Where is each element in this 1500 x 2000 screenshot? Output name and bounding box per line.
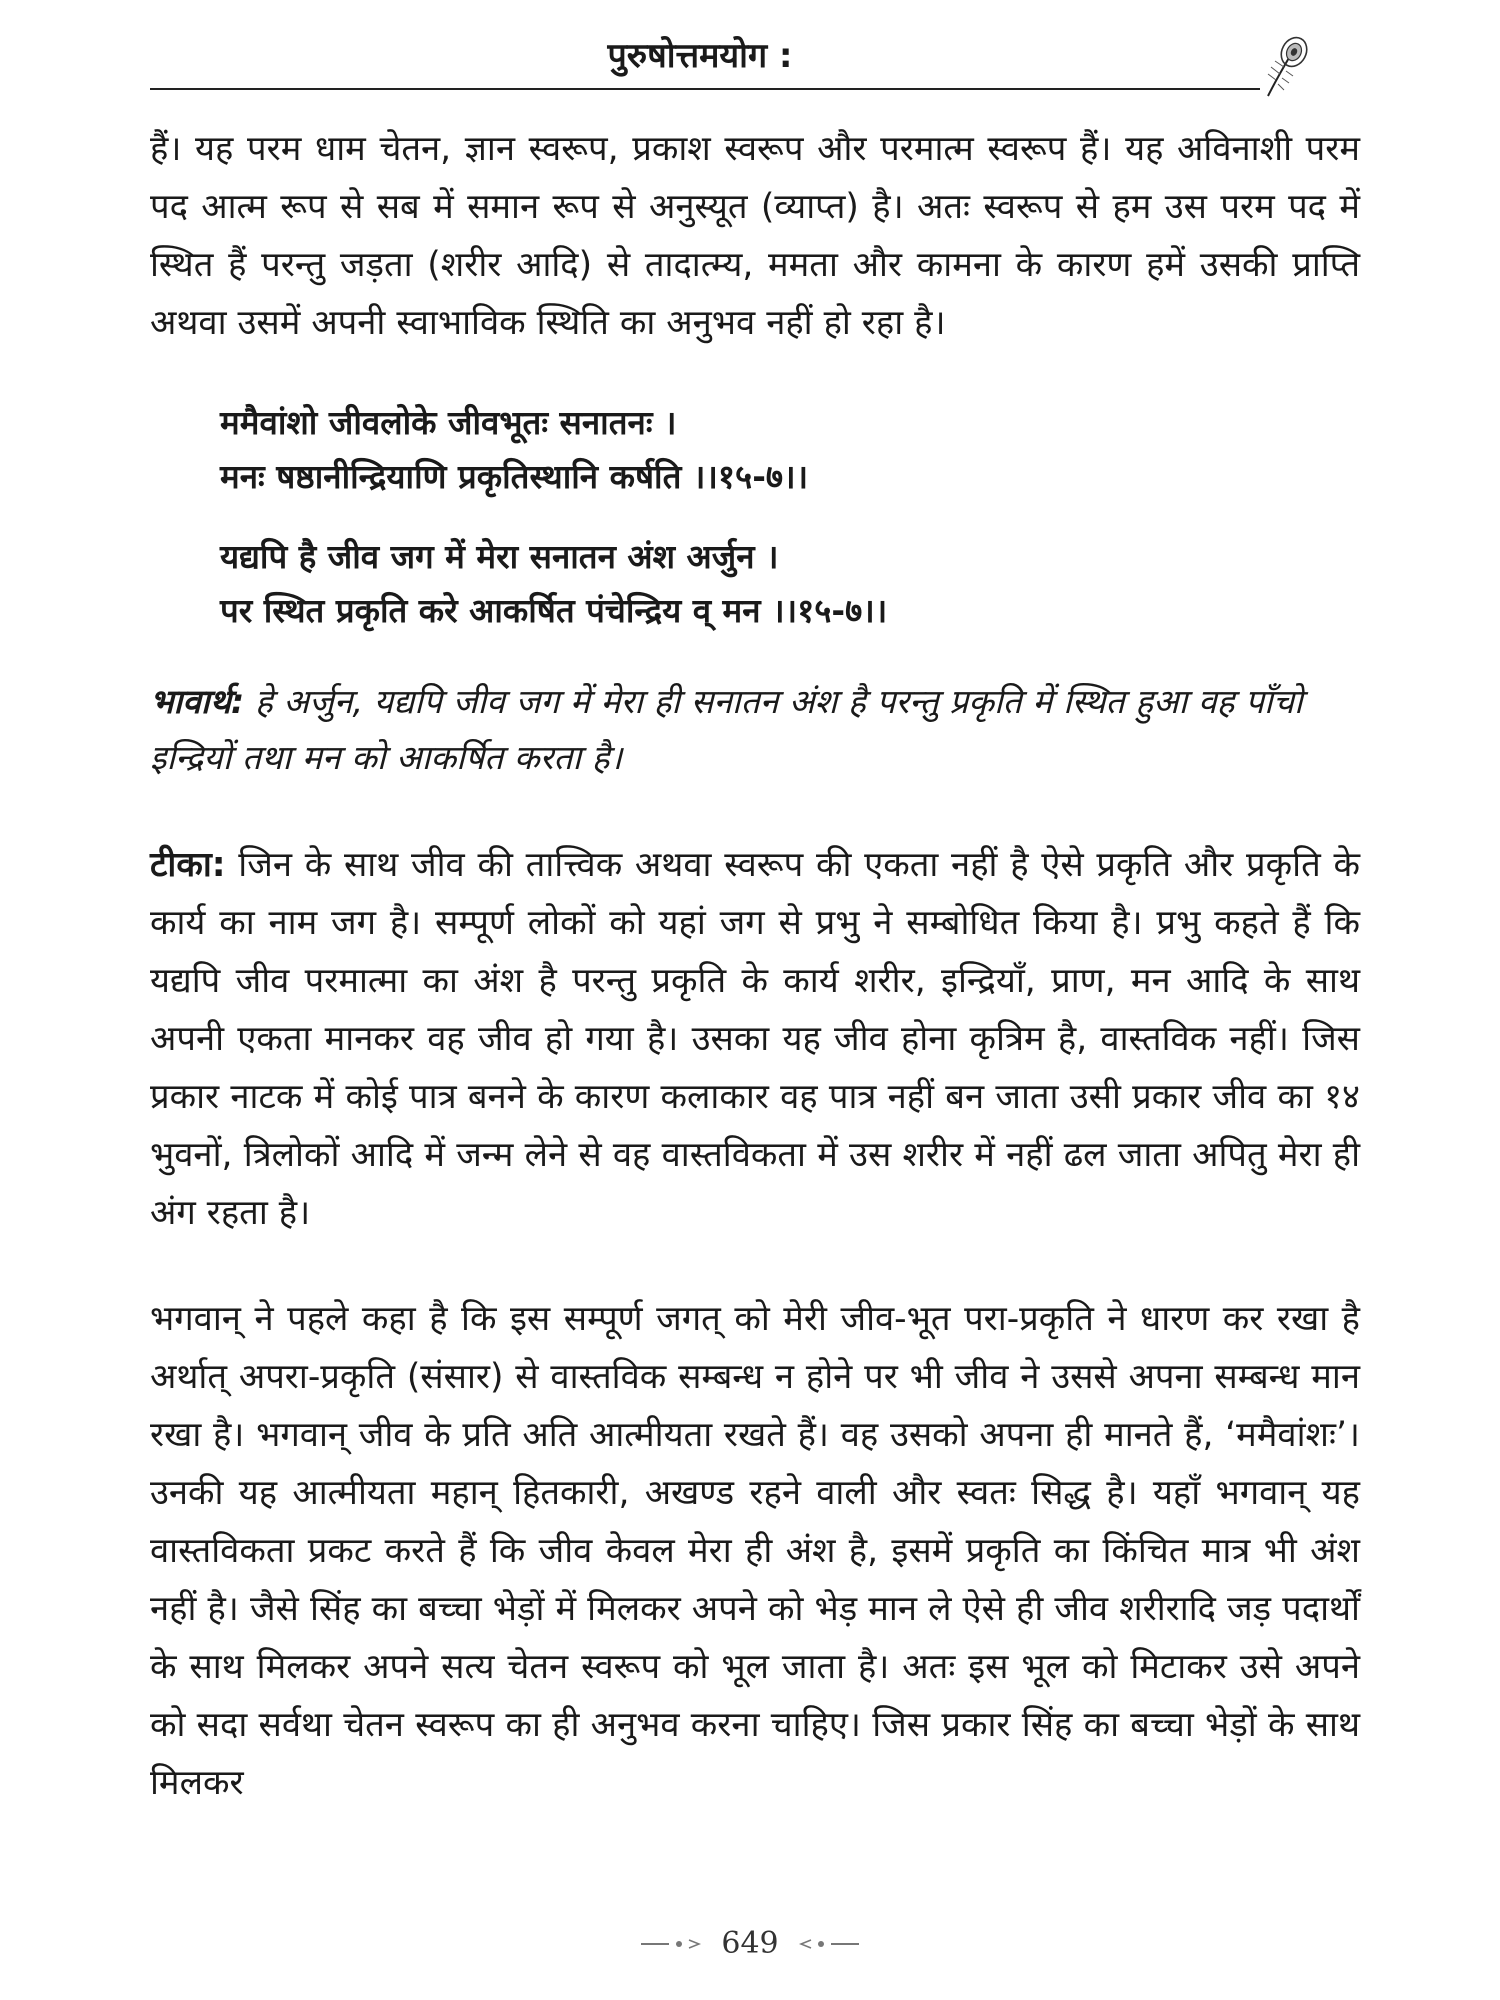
- page-number: 649: [721, 1926, 779, 1961]
- left-ornament-icon: [639, 1937, 709, 1951]
- page-footer: [0, 1922, 1500, 1966]
- hindi-verse: [220, 530, 1360, 638]
- right-ornament-icon: [791, 1937, 861, 1951]
- tika-text: जिन के साथ जीव की तात्त्विक अथवा स्वरूप की एकता नहीं है ऐसे प्रकृति और प्रकृति के कार्य का नाम जग है। सम्पूर्ण लोकों को यहां जग से प्रभु ने सम्बोधित किया है। प्रभु कहते हैं कि यद्यपि जीव परमात्मा का अंश है परन्तु प्रकृति के कार्य शरीर, इन्द्रियाँ, प्राण, मन आदि के साथ अपनी एकता मानकर वह जीव हो गया है। उसका यह जीव होना कृत्रिम है, वास्तविक नहीं। जिस प्रकार नाटक में कोई पात्र बनने के कारण कलाकार वह पात्र नहीं बन जाता उसी प्रकार जीव का १४ भुवनों, त्रिलोकों आदि में जन्म लेने से वह वास्तविकता में उस शरीर में नहीं ढल जाता अपितु मेरा ही अंग रहता है।: [150, 845, 1360, 1233]
- bhavarth-paragraph: [150, 674, 1360, 786]
- tika-label: टीका:: [150, 845, 226, 885]
- bhavarth-text: हे अर्जुन, यद्यपि जीव जग में मेरा ही सनातन अंश है परन्तु प्रकृति में स्थित हुआ वह पाँचो इन्द्रियों तथा मन को आकर्षित करता है।: [150, 682, 1303, 777]
- sanskrit-verse: [220, 396, 1360, 504]
- tika-paragraph: [150, 836, 1360, 1242]
- sanskrit-verse-line-2: मनः षष्ठानीन्द्रियाणि प्रकृतिस्थानि कर्षति ।।१५-७।।: [220, 457, 809, 496]
- commentary-paragraph: भगवान् ने पहले कहा है कि इस सम्पूर्ण जगत् को मेरी जीव-भूत परा-प्रकृति ने धारण कर रखा है अर्थात् अपरा-प्रकृति (संसार) से वास्तविक सम्बन्ध न होने पर भी जीव ने उससे अपना सम्बन्ध मान रखा है। भगवान् जीव के प्रति अति आत्मीयता रखते हैं। वह उसको अपना ही मानते हैं, ‘ममैवांशः’। उनकी यह आत्मीयता महान् हितकारी, अखण्ड रहने वाली और स्वतः सिद्ध है। यहाँ भगवान् यह वास्तविकता प्रकट करते हैं कि जीव केवल मेरा ही अंश है, इसमें प्रकृति का किंचित मात्र भी अंश नहीं है। जैसे सिंह का बच्चा भेड़ों में मिलकर अपने को भेड़ मान ले ऐसे ही जीव शरीरादि जड़ पदार्थों के साथ मिलकर अपने सत्य चेतन स्वरूप को भूल जाता है। अतः इस भूल को मिटाकर उसे अपने को सदा सर्वथा चेतन स्वरूप का ही अनुभव करना चाहिए। जिस प्रकार सिंह का बच्चा भेड़ों के साथ मिलकर: [150, 1299, 1360, 1803]
- page-header: [150, 28, 1310, 90]
- peacock-feather-icon: [1262, 34, 1310, 98]
- intro-paragraph: हैं। यह परम धाम चेतन, ज्ञान स्वरूप, प्रकाश स्वरूप और परमात्म स्वरूप हैं। यह अविनाशी परम पद आत्म रूप से सब में समान रूप से अनुस्यूत (व्याप्त) है। अतः स्वरूप से हम उस परम पद में स्थित हैं परन्तु जड़ता (शरीर आदि) से तादात्म्य, ममता और कामना के कारण हमें उसकी प्राप्ति अथवा उसमें अपनी स्वाभाविक स्थिति का अनुभव नहीं हो रहा है।: [150, 129, 1360, 343]
- hindi-verse-line-2: पर स्थित प्रकृति करे आकर्षित पंचेन्द्रिय व् मन ।।१५-७।।: [220, 591, 888, 630]
- header-rule: [150, 88, 1260, 90]
- page-content: [150, 120, 1360, 1812]
- chapter-title: पुरुषोत्तमयोग :: [607, 36, 793, 76]
- sanskrit-verse-line-1: ममैवांशो जीवलोके जीवभूतः सनातनः ।: [220, 403, 677, 442]
- bhavarth-label: भावार्थ:: [150, 682, 245, 721]
- hindi-verse-line-1: यद्यपि है जीव जग में मेरा सनातन अंश अर्जुन ।: [220, 537, 779, 576]
